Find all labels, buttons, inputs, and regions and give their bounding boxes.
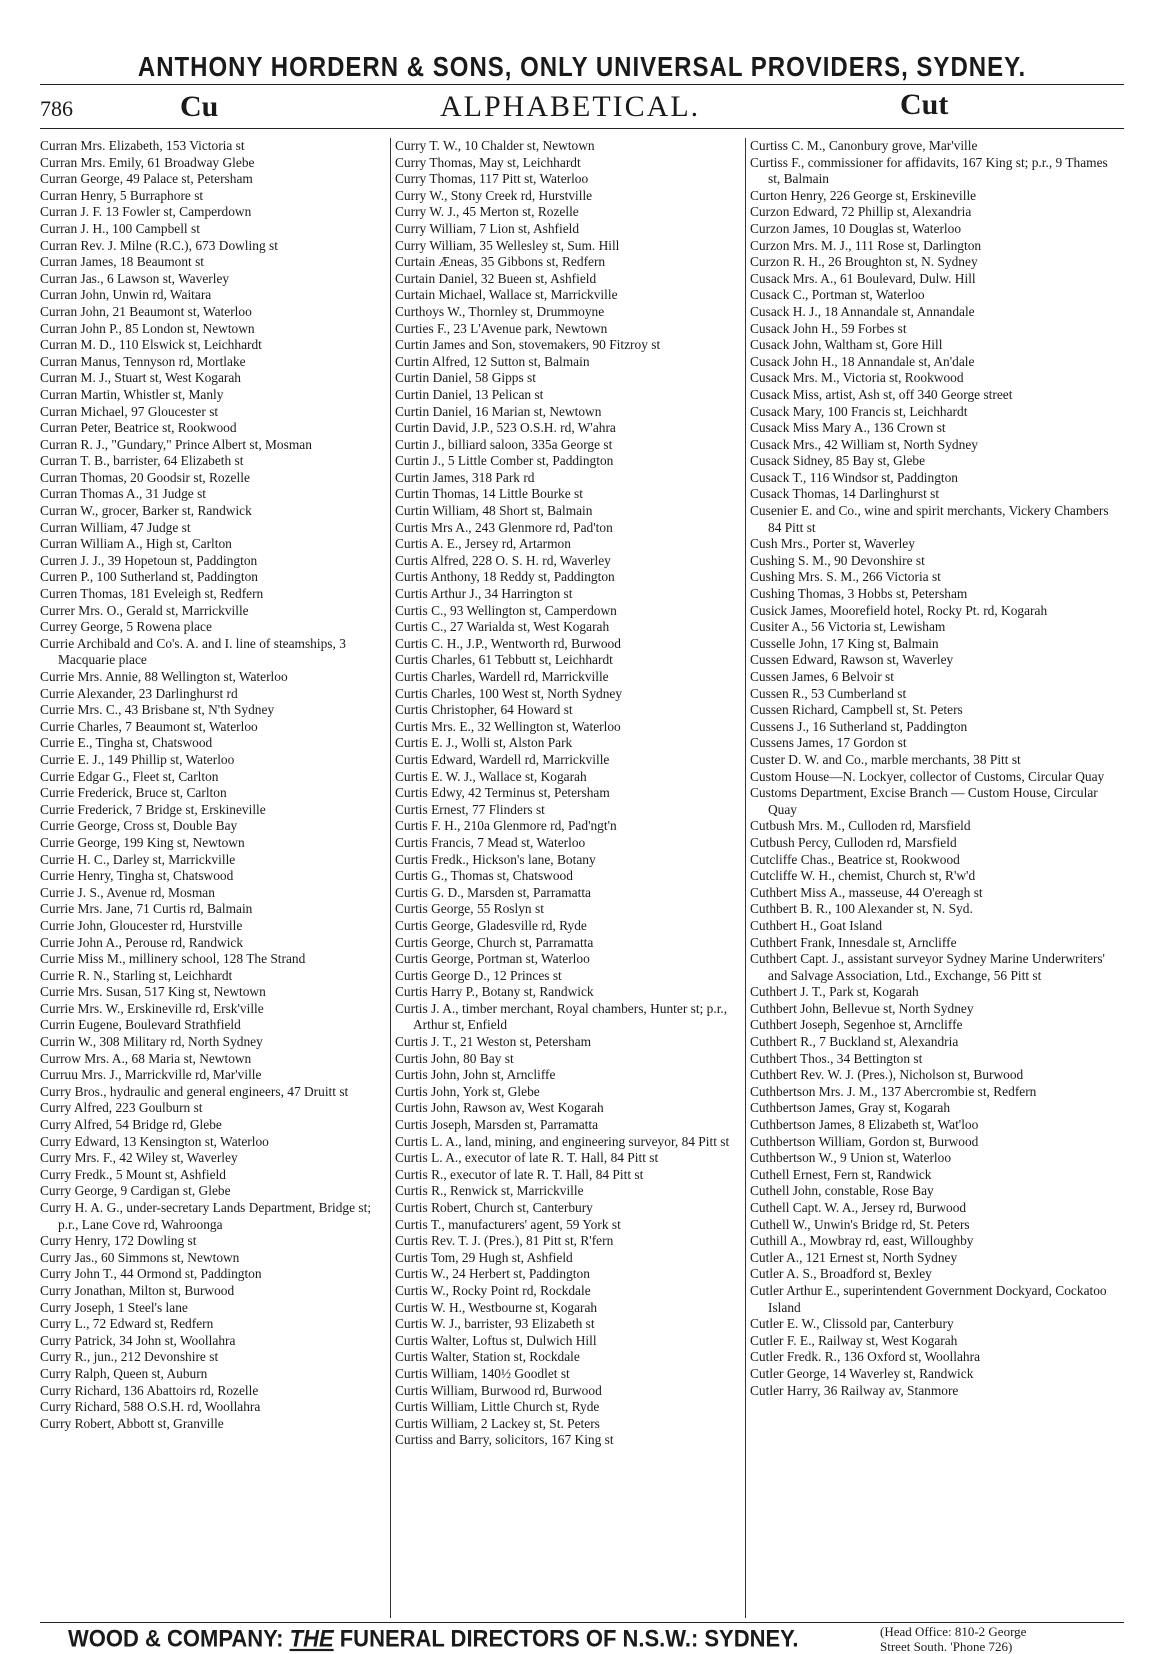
- directory-entry: Cussen Richard, Campbell st, St. Peters: [750, 702, 963, 718]
- directory-entry: Currie Frederick, Bruce st, Carlton: [40, 785, 227, 801]
- directory-entry: Curry Alfred, 223 Goulburn st: [40, 1100, 203, 1116]
- directory-entry: Currie Archibald and Co's. A. and I. line of steamships, 3 Macquarie place: [40, 635, 346, 668]
- directory-entry: Currey George, 5 Rowena place: [40, 619, 212, 635]
- directory-entry: Curtis John, Rawson av, West Kogarah: [395, 1100, 604, 1116]
- directory-entry: Curtis L. A., executor of late R. T. Hall, 84 Pitt st: [395, 1150, 659, 1166]
- directory-entry: Cuthbert Joseph, Segenhoe st, Arncliffe: [750, 1017, 963, 1033]
- directory-entry: Curtis George, Church st, Parramatta: [395, 934, 594, 950]
- directory-entry: Cuthbert Capt. J., assistant surveyor Sydney Marine Underwriters' and Salvage Association, Ltd., Exchange, 56 Pitt st: [750, 951, 1105, 983]
- directory-entry: Cussen Edward, Rawson st, Waverley: [750, 652, 954, 668]
- directory-entry: Curtin James and Son, stovemakers, 90 Fitzroy st: [395, 337, 661, 353]
- directory-entry: Curzon Mrs. M. J., 111 Rose st, Darlington: [750, 237, 982, 253]
- directory-entry: Cushing Mrs. S. M., 266 Victoria st: [750, 569, 941, 585]
- head-office-line-2: Street South. 'Phone 726): [880, 1639, 1013, 1654]
- directory-entry: Cusack Miss Mary A., 136 Crown st: [750, 420, 946, 436]
- directory-entry: Curry Joseph, 1 Steel's lane: [40, 1299, 188, 1315]
- directory-entry: Curran William A., High st, Carlton: [40, 536, 232, 552]
- directory-entry: Curtin J., billiard saloon, 335a George st: [395, 436, 613, 452]
- directory-entry: Curry Fredk., 5 Mount st, Ashfield: [40, 1166, 226, 1182]
- directory-entry: Curtis Mrs A., 243 Glenmore rd, Pad'ton: [395, 519, 613, 535]
- directory-entry: Currie John A., Perouse rd, Randwick: [40, 934, 244, 950]
- directory-entry: Custom House—N. Lockyer, collector of Customs, Circular Quay: [750, 768, 1105, 784]
- directory-entry: Cuthbert Miss A., masseuse, 44 O'ereagh st: [750, 884, 983, 900]
- directory-entry: Cuthbertson W., 9 Union st, Waterloo: [750, 1150, 952, 1166]
- directory-entry: Cusack Mrs. M., Victoria st, Rookwood: [750, 370, 964, 386]
- directory-entry: Curtis C., 93 Wellington st, Camperdown: [395, 602, 617, 618]
- directory-entry: Curran William, 47 Judge st: [40, 519, 191, 535]
- directory-entry: Curran M. D., 110 Elswick st, Leichhardt: [40, 337, 262, 353]
- directory-entry: Cutbush Mrs. M., Culloden rd, Marsfield: [750, 818, 971, 834]
- directory-entry: Curran Thomas, 20 Goodsir st, Rozelle: [40, 469, 250, 485]
- running-head-right: Cut: [900, 88, 949, 121]
- directory-entry: Cuthbert R., 7 Buckland st, Alexandria: [750, 1034, 959, 1050]
- directory-entry: Curtis William, Burwood rd, Burwood: [395, 1382, 602, 1398]
- directory-entry: Curry Jonathan, Milton st, Burwood: [40, 1282, 235, 1298]
- directory-entry: Curtain Daniel, 32 Bueen st, Ashfield: [395, 270, 597, 286]
- directory-entry: Currie E. J., 149 Phillip st, Waterloo: [40, 751, 235, 767]
- directory-entry: Curtis John, John st, Arncliffe: [395, 1067, 556, 1083]
- head-office-line-1: (Head Office: 810-2 George: [880, 1624, 1027, 1639]
- directory-entry: Cuthell John, constable, Rose Bay: [750, 1183, 934, 1199]
- directory-entry: Curran Martin, Whistler st, Manly: [40, 386, 224, 402]
- directory-entry: Cuthbert B. R., 100 Alexander st, N. Syd.: [750, 901, 973, 917]
- directory-entry: Cusack C., Portman st, Waterloo: [750, 287, 925, 303]
- directory-entry: Curtis Edwy, 42 Terminus st, Petersham: [395, 785, 610, 801]
- footer-rule: [40, 1622, 1124, 1623]
- directory-entry: Curtiss F., commissioner for affidavits, 167 King st; p.r., 9 Thames st, Balmain: [750, 154, 1108, 187]
- directory-entry: Curtain Michael, Wallace st, Marrickville: [395, 287, 618, 303]
- directory-entry: Curtin William, 48 Short st, Balmain: [395, 503, 593, 519]
- directory-entry: Curtin Alfred, 12 Sutton st, Balmain: [395, 353, 590, 369]
- directory-entry: Curtin Daniel, 16 Marian st, Newtown: [395, 403, 602, 419]
- directory-entry: Curtin J., 5 Little Comber st, Paddington: [395, 453, 614, 469]
- directory-entry: Curran Michael, 97 Gloucester st: [40, 403, 219, 419]
- directory-entry: Curry R., jun., 212 Devonshire st: [40, 1349, 219, 1365]
- directory-entry: Curry Mrs. F., 42 Wiley st, Waverley: [40, 1150, 238, 1166]
- directory-entry: Cuthbert Rev. W. J. (Pres.), Nicholson st, Burwood: [750, 1067, 1024, 1083]
- directory-entry: Curtis Tom, 29 Hugh st, Ashfield: [395, 1249, 573, 1265]
- directory-entry: Currie Mrs. Susan, 517 King st, Newtown: [40, 984, 266, 1000]
- directory-entry: Curtis Mrs. E., 32 Wellington st, Waterloo: [395, 718, 621, 734]
- directory-entry: Cutler Harry, 36 Railway av, Stanmore: [750, 1382, 959, 1398]
- directory-entry: Cuthill A., Mowbray rd, east, Willoughby: [750, 1233, 974, 1249]
- directory-entry: Curry Alfred, 54 Bridge rd, Glebe: [40, 1117, 222, 1133]
- directory-entry: Curtis T., manufacturers' agent, 59 York st: [395, 1216, 621, 1232]
- directory-entry: Cusack John H., 59 Forbes st: [750, 320, 907, 336]
- directory-entry: Cutler F. E., Railway st, West Kogarah: [750, 1332, 958, 1348]
- directory-entry: Curran John, Unwin rd, Waitara: [40, 287, 212, 303]
- directory-entry: Cutcliffe Chas., Beatrice st, Rookwood: [750, 851, 960, 867]
- directory-entry: Curry Jas., 60 Simmons st, Newtown: [40, 1249, 240, 1265]
- directory-entry: Curry Robert, Abbott st, Granville: [40, 1415, 224, 1431]
- directory-entry: Curran Manus, Tennyson rd, Mortlake: [40, 353, 246, 369]
- directory-entry: Currow Mrs. A., 68 Maria st, Newtown: [40, 1050, 252, 1066]
- directory-entry: Curtis C. H., J.P., Wentworth rd, Burwood: [395, 635, 621, 651]
- directory-entry: Curtis Rev. T. J. (Pres.), 81 Pitt st, R'fern: [395, 1233, 614, 1249]
- directory-entry: Curtis Robert, Church st, Canterbury: [395, 1200, 593, 1215]
- directory-entry: Cutler Arthur E., superintendent Government Dockyard, Cockatoo Island: [750, 1282, 1107, 1315]
- directory-entry: Curran M. J., Stuart st, West Kogarah: [40, 370, 241, 386]
- directory-entry: Currie John, Gloucester rd, Hurstville: [40, 917, 243, 933]
- directory-entry: Curtin Daniel, 13 Pelican st: [395, 386, 544, 402]
- directory-entry: Curtis Christopher, 64 Howard st: [395, 702, 573, 718]
- directory-entry: Curtis R., executor of late R. T. Hall, 84 Pitt st: [395, 1166, 644, 1182]
- directory-entry: Cuthbert J. T., Park st, Kogarah: [750, 984, 919, 1000]
- directory-entry: Cusack T., 116 Windsor st, Paddington: [750, 469, 959, 485]
- directory-entry: Cuthell Ernest, Fern st, Randwick: [750, 1166, 932, 1182]
- directory-entry: Cuthbertson Mrs. J. M., 137 Abercrombie st, Redfern: [750, 1083, 1037, 1099]
- directory-entry: Curtis R., Renwick st, Marrickville: [395, 1183, 584, 1199]
- directory-entry: Curtiss and Barry, solicitors, 167 King st: [395, 1432, 614, 1448]
- directory-entry: Curtis Harry P., Botany st, Randwick: [395, 984, 594, 1000]
- directory-columns: [40, 138, 1124, 1618]
- directory-entry: Curtis George, 55 Roslyn st: [395, 901, 544, 917]
- directory-entry: Currie Mrs. W., Erskineville rd, Ersk'ville: [40, 1000, 264, 1016]
- directory-entry: Currie Mrs. C., 43 Brisbane st, N'th Sydney: [40, 702, 275, 718]
- directory-entry: Cusselle John, 17 King st, Balmain: [750, 635, 939, 651]
- directory-entry: Curry Thomas, 117 Pitt st, Waterloo: [395, 171, 589, 187]
- directory-entry: Curtis J. T., 21 Weston st, Petersham: [395, 1034, 592, 1050]
- directory-entry: Curtin David, J.P., 523 O.S.H. rd, W'ahra: [395, 420, 616, 436]
- footer-advert: [68, 1625, 799, 1654]
- directory-entry: Cutler A. S., Broadford st, Bexley: [750, 1266, 932, 1282]
- directory-entry: Curtis Charles, 100 West st, North Sydney: [395, 685, 623, 701]
- directory-entry: Cuthbertson James, 8 Elizabeth st, Wat'loo: [750, 1117, 979, 1133]
- banner-rule: [40, 84, 1124, 85]
- directory-entry: Curzon Edward, 72 Phillip st, Alexandria: [750, 204, 972, 220]
- directory-entry: Curtis Francis, 7 Mead st, Waterloo: [395, 834, 586, 850]
- directory-entry: Cusick James, Moorefield hotel, Rocky Pt. rd, Kogarah: [750, 602, 1048, 618]
- directory-entry: Cuthbert Frank, Innesdale st, Arncliffe: [750, 934, 957, 950]
- running-head-left: Cu: [180, 90, 219, 123]
- directory-entry: Currie J. S., Avenue rd, Mosman: [40, 884, 215, 900]
- directory-entry: Cusack Mrs. A., 61 Boulevard, Dulw. Hill: [750, 270, 976, 286]
- directory-entry: Curran Peter, Beatrice st, Rookwood: [40, 420, 237, 436]
- directory-entry: Cusack John H., 18 Annandale st, An'dale: [750, 353, 975, 369]
- column-divider: [745, 138, 746, 1618]
- directory-entry: Cussens J., 16 Sutherland st, Paddington: [750, 718, 968, 734]
- directory-entry: Currie Miss M., millinery school, 128 The Strand: [40, 951, 306, 967]
- column-2: [395, 138, 740, 1613]
- directory-entry: Cussens James, 17 Gordon st: [750, 735, 907, 751]
- directory-entry: Curtin Thomas, 14 Little Bourke st: [395, 486, 583, 502]
- directory-entry: Curry George, 9 Cardigan st, Glebe: [40, 1183, 231, 1199]
- directory-entry: Curren J. J., 39 Hopetoun st, Paddington: [40, 552, 258, 568]
- directory-entry: Curry William, 7 Lion st, Ashfield: [395, 220, 580, 236]
- directory-entry: Cutler Fredk. R., 136 Oxford st, Woollahra: [750, 1349, 981, 1365]
- directory-entry: Currie Edgar G., Fleet st, Carlton: [40, 768, 219, 784]
- directory-entry: Currin W., 308 Military rd, North Sydney: [40, 1034, 263, 1050]
- directory-entry: Curren Thomas, 181 Eveleigh st, Redfern: [40, 586, 264, 602]
- directory-entry: Curran Mrs. Elizabeth, 153 Victoria st: [40, 138, 245, 153]
- directory-entry: Cuthbert H., Goat Island: [750, 917, 883, 933]
- directory-entry: Curties F., 23 L'Avenue park, Newtown: [395, 320, 608, 336]
- directory-entry: Curtis F. H., 210a Glenmore rd, Pad'ngt'n: [395, 818, 617, 834]
- directory-entry: Curtis William, 140½ Goodlet st: [395, 1365, 570, 1381]
- directory-entry: Cusenier E. and Co., wine and spirit merchants, Vickery Chambers 84 Pitt st: [750, 503, 1109, 535]
- column-3: [750, 138, 1120, 1613]
- directory-entry: Cush Mrs., Porter st, Waverley: [750, 536, 915, 552]
- directory-entry: Curtis C., 27 Warialda st, West Kogarah: [395, 619, 610, 635]
- directory-entry: Curtis G. D., Marsden st, Parramatta: [395, 884, 591, 900]
- directory-entry: Curthoys W., Thornley st, Drummoyne: [395, 303, 605, 319]
- directory-entry: Curry Edward, 13 Kensington st, Waterloo: [40, 1133, 269, 1149]
- footer-head-office-note: [880, 1624, 1130, 1654]
- column-divider: [390, 138, 391, 1618]
- directory-entry: Cusack H. J., 18 Annandale st, Annandale: [750, 303, 975, 319]
- directory-entry: Curtis J. A., timber merchant, Royal chambers, Hunter st; p.r., Arthur st, Enfield: [395, 1000, 728, 1033]
- directory-entry: Curtis John, 80 Bay st: [395, 1050, 514, 1066]
- directory-entry: Curtis E. J., Wolli st, Alston Park: [395, 735, 573, 751]
- directory-entry: Cutbush Percy, Culloden rd, Marsfield: [750, 834, 957, 850]
- directory-entry: Cuthbertson William, Gordon st, Burwood: [750, 1133, 979, 1149]
- directory-entry: Cussen James, 6 Belvoir st: [750, 669, 894, 684]
- directory-entry: Cusack Sidney, 85 Bay st, Glebe: [750, 453, 926, 469]
- directory-entry: Currie Henry, Tingha st, Chatswood: [40, 868, 234, 884]
- directory-entry: Curtis George D., 12 Princes st: [395, 967, 562, 983]
- directory-entry: Cushing Thomas, 3 Hobbs st, Petersham: [750, 586, 968, 602]
- directory-entry: Curtis Arthur J., 34 Harrington st: [395, 586, 573, 602]
- page-number: 786: [40, 96, 73, 121]
- directory-entry: Curton Henry, 226 George st, Erskineville: [750, 187, 977, 203]
- directory-entry: Curtis W., Rocky Point rd, Rockdale: [395, 1282, 591, 1298]
- directory-entry: Cusack Mrs., 42 William st, North Sydney: [750, 436, 978, 452]
- heading-rule: [40, 128, 1124, 129]
- footer-advert-the: THE: [289, 1624, 334, 1653]
- directory-entry: Cushing S. M., 90 Devonshire st: [750, 552, 925, 568]
- directory-entry: Curry W., Stony Creek rd, Hurstville: [395, 187, 593, 203]
- directory-entry: Curry Richard, 136 Abattoirs rd, Rozelle: [40, 1382, 259, 1398]
- top-banner-advert: ANTHONY HORDERN & SONS, ONLY UNIVERSAL PROVIDERS, SYDNEY.: [137, 51, 1027, 83]
- directory-entry: Curran Henry, 5 Burraphore st: [40, 187, 204, 203]
- directory-entry: Cutcliffe W. H., chemist, Church st, R'w'd: [750, 868, 976, 884]
- footer-advert-end: FUNERAL DIRECTORS OF N.S.W.: SYDNEY.: [333, 1624, 799, 1653]
- directory-entry: Curran James, 18 Beaumont st: [40, 254, 205, 270]
- directory-entry: Curran John P., 85 London st, Newtown: [40, 320, 255, 336]
- directory-entry: Curzon James, 10 Douglas st, Waterloo: [750, 220, 962, 236]
- directory-entry: Curtis William, Little Church st, Ryde: [395, 1399, 600, 1415]
- directory-entry: Curtain Æneas, 35 Gibbons st, Redfern: [395, 254, 606, 270]
- directory-entry: Cussen R., 53 Cumberland st: [750, 685, 907, 701]
- directory-entry: Curry T. W., 10 Chalder st, Newtown: [395, 138, 595, 153]
- directory-entry: Currie Mrs. Annie, 88 Wellington st, Waterloo: [40, 669, 288, 684]
- directory-entry: Currie George, Cross st, Double Bay: [40, 818, 238, 834]
- directory-entry: Cutler E. W., Clissold par, Canterbury: [750, 1316, 954, 1332]
- directory-entry: Curtis Joseph, Marsden st, Parramatta: [395, 1117, 599, 1133]
- directory-entry: Cusack Miss, artist, Ash st, off 340 George street: [750, 386, 1013, 402]
- directory-entry: Curran J. F. 13 Fowler st, Camperdown: [40, 204, 252, 220]
- directory-entry: Curtis L. A., land, mining, and engineering surveyor, 84 Pitt st: [395, 1133, 730, 1149]
- directory-entry: Cuthbertson James, Gray st, Kogarah: [750, 1100, 951, 1116]
- directory-entry: Customs Department, Excise Branch — Custom House, Circular Quay: [750, 785, 1098, 817]
- directory-entry: Curtis Fredk., Hickson's lane, Botany: [395, 851, 596, 867]
- directory-entry: Cusack Mary, 100 Francis st, Leichhardt: [750, 403, 968, 419]
- directory-entry: Curtis G., Thomas st, Chatswood: [395, 868, 573, 884]
- directory-entry: Currie Charles, 7 Beaumont st, Waterloo: [40, 718, 258, 734]
- directory-entry: Curtis Ernest, 77 Flinders st: [395, 801, 545, 817]
- directory-entry: Currie R. N., Starling st, Leichhardt: [40, 967, 233, 983]
- directory-entry: Cutler A., 121 Ernest st, North Sydney: [750, 1249, 958, 1265]
- directory-entry: Cuthell Capt. W. A., Jersey rd, Burwood: [750, 1200, 967, 1215]
- directory-entry: Curry William, 35 Wellesley st, Sum. Hill: [395, 237, 620, 253]
- directory-entry: Curtis Anthony, 18 Reddy st, Paddington: [395, 569, 615, 585]
- directory-entry: Cusack Thomas, 14 Darlinghurst st: [750, 486, 940, 502]
- directory-entry: Cuthbert John, Bellevue st, North Sydney: [750, 1000, 974, 1016]
- directory-entry: Curtis E. W. J., Wallace st, Kogarah: [395, 768, 587, 784]
- page-heading: ALPHABETICAL.: [440, 90, 701, 123]
- directory-entry: Curry Bros., hydraulic and general engineers, 47 Druitt st: [40, 1083, 349, 1099]
- directory-entry: Curran J. H., 100 Campbell st: [40, 220, 200, 236]
- directory-entry: Curtiss C. M., Canonbury grove, Mar'ville: [750, 138, 978, 153]
- directory-entry: Cusack John, Waltham st, Gore Hill: [750, 337, 943, 353]
- directory-entry: Curtis Charles, 61 Tebbutt st, Leichhardt: [395, 652, 613, 668]
- directory-entry: Currie Frederick, 7 Bridge st, Erskineville: [40, 801, 266, 817]
- directory-entry: Curtis Alfred, 228 O. S. H. rd, Waverley: [395, 552, 611, 568]
- directory-entry: Curry H. A. G., under-secretary Lands Department, Bridge st; p.r., Lane Cove rd, Wahroonga: [40, 1200, 372, 1232]
- directory-entry: Curry Henry, 172 Dowling st: [40, 1233, 197, 1249]
- directory-entry: Currie H. C., Darley st, Marrickville: [40, 851, 236, 867]
- directory-entry: Curran George, 49 Palace st, Petersham: [40, 171, 253, 187]
- directory-entry: Curran R. J., "Gundary," Prince Albert st, Mosman: [40, 436, 312, 452]
- directory-entry: Curtis Edward, Wardell rd, Marrickville: [395, 751, 610, 767]
- directory-entry: Curran T. B., barrister, 64 Elizabeth st: [40, 453, 244, 469]
- directory-entry: Curran Jas., 6 Lawson st, Waverley: [40, 270, 230, 286]
- directory-entry: Currie Mrs. Jane, 71 Curtis rd, Balmain: [40, 901, 253, 917]
- directory-entry: Curtis John, York st, Glebe: [395, 1083, 540, 1099]
- directory-entry: Curtis A. E., Jersey rd, Artarmon: [395, 536, 571, 552]
- directory-entry: Cuthbert Thos., 34 Bettington st: [750, 1050, 923, 1066]
- footer-advert-start: WOOD & COMPANY:: [68, 1624, 290, 1653]
- directory-entry: Currie E., Tingha st, Chatswood: [40, 735, 213, 751]
- directory-entry: Curtin Daniel, 58 Gipps st: [395, 370, 536, 386]
- directory-entry: Curtis Walter, Loftus st, Dulwich Hill: [395, 1332, 597, 1348]
- directory-entry: Currie George, 199 King st, Newtown: [40, 834, 245, 850]
- directory-entry: Curry John T., 44 Ormond st, Paddington: [40, 1266, 262, 1282]
- directory-entry: Curry Thomas, May st, Leichhardt: [395, 154, 581, 170]
- directory-entry: Cutler George, 14 Waverley st, Randwick: [750, 1365, 974, 1381]
- directory-entry: Curran John, 21 Beaumont st, Waterloo: [40, 303, 252, 319]
- directory-entry: Curren P., 100 Sutherland st, Paddington: [40, 569, 258, 585]
- directory-entry: Curtis George, Portman st, Waterloo: [395, 951, 590, 967]
- directory-entry: Curtis George, Gladesville rd, Ryde: [395, 917, 587, 933]
- directory-entry: Currer Mrs. O., Gerald st, Marrickville: [40, 602, 249, 618]
- directory-entry: Curtis W. J., barrister, 93 Elizabeth st: [395, 1316, 595, 1332]
- directory-entry: Custer D. W. and Co., marble merchants, 38 Pitt st: [750, 751, 1021, 767]
- directory-entry: Curry Ralph, Queen st, Auburn: [40, 1365, 208, 1381]
- directory-entry: Cuthell W., Unwin's Bridge rd, St. Peters: [750, 1216, 970, 1232]
- directory-entry: Curtis Charles, Wardell rd, Marrickville: [395, 669, 609, 684]
- directory-entry: Currie Alexander, 23 Darlinghurst rd: [40, 685, 238, 701]
- directory-entry: Curtis Walter, Station st, Rockdale: [395, 1349, 580, 1365]
- directory-entry: Curruu Mrs. J., Marrickville rd, Mar'ville: [40, 1067, 262, 1083]
- directory-entry: Curry W. J., 45 Merton st, Rozelle: [395, 204, 579, 220]
- directory-entry: Curry Richard, 588 O.S.H. rd, Woollahra: [40, 1399, 261, 1415]
- directory-entry: Curtis William, 2 Lackey st, St. Peters: [395, 1415, 600, 1431]
- directory-entry: Currin Eugene, Boulevard Strathfield: [40, 1017, 241, 1033]
- directory-entry: Curtis W., 24 Herbert st, Paddington: [395, 1266, 590, 1282]
- directory-entry: Curran Mrs. Emily, 61 Broadway Glebe: [40, 154, 255, 170]
- directory-entry: Curran Thomas A., 31 Judge st: [40, 486, 207, 502]
- directory-entry: Curry Patrick, 34 John st, Woollahra: [40, 1332, 236, 1348]
- directory-entry: Curry L., 72 Edward st, Redfern: [40, 1316, 214, 1332]
- directory-entry: Cusiter A., 56 Victoria st, Lewisham: [750, 619, 946, 635]
- directory-entry: Curran Rev. J. Milne (R.C.), 673 Dowling st: [40, 237, 278, 253]
- directory-entry: Curran W., grocer, Barker st, Randwick: [40, 503, 252, 519]
- directory-entry: Curtin James, 318 Park rd: [395, 469, 535, 485]
- directory-entry: Curtis W. H., Westbourne st, Kogarah: [395, 1299, 598, 1315]
- directory-entry: Curzon R. H., 26 Broughton st, N. Sydney: [750, 254, 978, 270]
- column-1: [40, 138, 385, 1613]
